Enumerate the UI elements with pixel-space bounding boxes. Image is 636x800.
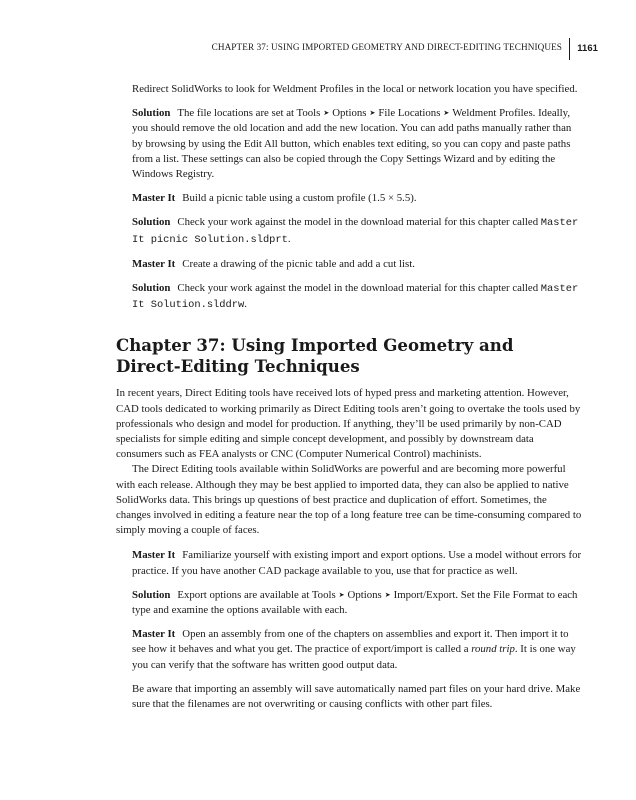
chapter-paragraph-2: The Direct Editing tools available within SolidWorks are powerful and are becoming more powerful with each release. Although they may be best applied to imported data, they can also be applied to native SolidWorks data. This brings up questions of best practice and duplication of effort. Sometimes, the changes involved in editing a feature near the top of a long feature tree can be time-consuming compared to simply moving a couple of faces.: [116, 463, 582, 537]
period: .: [244, 298, 247, 311]
solution-block-1: [132, 106, 582, 182]
intro-text: Redirect SolidWorks to look for Weldment Profiles in the local or network location you have specified.: [132, 83, 578, 95]
master-it-block-1: [132, 191, 582, 206]
master-it-text: Familiarize yourself with existing import and export options. Use a model without errors for practice. If you have another CAD package available to you, use that for practice as well.: [132, 549, 582, 577]
master-it-label: Master It: [132, 257, 176, 270]
menu-arrow-icon: ➤: [369, 109, 376, 118]
menu-arrow-icon: ➤: [443, 109, 450, 118]
filename-code: Master It Solution.slddrw: [132, 283, 579, 312]
menu-arrow-icon: ➤: [338, 590, 345, 599]
solution-text: Check your work against the model in the download material for this chapter called: [177, 282, 539, 295]
chapter-heading: Chapter 37: Using Imported Geometry and Direct-Editing Techniques: [116, 335, 514, 377]
master-it-label: Master It: [132, 192, 176, 205]
closing-note-text: Be aware that importing an assembly will save automatically named part files on your hard drive. Make sure that the filenames are not overwriting or causing conflicts with other part files.: [132, 682, 581, 711]
master-it-label: Master It: [132, 628, 176, 641]
exercise-intro: [132, 82, 582, 97]
page-content: [116, 82, 582, 721]
solution-text: Import/Export. Set the File Format to each type and examine the options available with each.: [132, 588, 578, 617]
solution-label: Solution: [132, 588, 171, 601]
master-it-block-3: [132, 548, 582, 578]
solution-text: Weldment Profiles. Ideally, you should remove the old location and add the new location. You can add paths manually rather than by browsing by using the Edit All button, which enables text editing, so you can copy and paste paths from a list. These settings can also be copied through the Copy Settings Wizard and by editing the Windows Registry.: [132, 107, 572, 181]
period: .: [287, 232, 291, 245]
master-it-text: Build a picnic table using a custom profile (1.5 × 5.5).: [182, 192, 417, 205]
master-it-block-2: [132, 257, 582, 272]
solution-label: Solution: [132, 282, 171, 295]
running-head-divider: [569, 38, 570, 60]
solution-block-2: [132, 215, 582, 247]
emphasis-term: round trip: [471, 643, 515, 656]
filename-code: Master It picnic Solution.sldprt: [132, 217, 579, 246]
running-head-title: CHAPTER 37: USING IMPORTED GEOMETRY AND DIRECT-EDITING TECHNIQUES: [211, 42, 562, 52]
master-it-block-4: [132, 627, 582, 673]
solution-text: Options: [347, 588, 382, 601]
closing-note: [132, 682, 582, 712]
solution-text: Options: [332, 107, 367, 120]
solution-text: The file locations are set at Tools: [177, 107, 321, 120]
master-it-text: . It is one way you can verify that the software has written good output data.: [132, 643, 576, 671]
master-it-text: Open an assembly from one of the chapters on assemblies and export it. Then import it to see how it behaves and what you get. The practice of export/import is called a: [132, 628, 569, 656]
chapter-paragraph-1: In recent years, Direct Editing tools have received lots of hyped press and marketing attention. However, CAD tools dedicated to working primarily as Direct Editing tools aren’t going to overtake the tools used by professionals who design and model for production. If anything, they’ll be used primarily by non-CAD specialists for simple editing and simple concept development, and possibly by downstream data consumers such as FEA analysts or CNC (Computer Numerical Control) machinists.: [116, 387, 581, 461]
solution-text: Check your work against the model in the download material for this chapter called: [177, 216, 539, 229]
master-it-text: Create a drawing of the picnic table and add a cut list.: [182, 257, 415, 270]
menu-arrow-icon: ➤: [323, 109, 330, 118]
solution-text: Export options are available at Tools: [177, 588, 336, 601]
solution-label: Solution: [132, 216, 171, 229]
page-number: 1161: [577, 42, 598, 53]
running-head: [190, 38, 598, 62]
solution-block-4: [132, 588, 582, 618]
solution-label: Solution: [132, 107, 171, 120]
solution-block-3: [132, 281, 582, 313]
master-it-label: Master It: [132, 549, 176, 562]
menu-arrow-icon: ➤: [384, 590, 391, 599]
solution-text: File Locations: [378, 107, 441, 120]
